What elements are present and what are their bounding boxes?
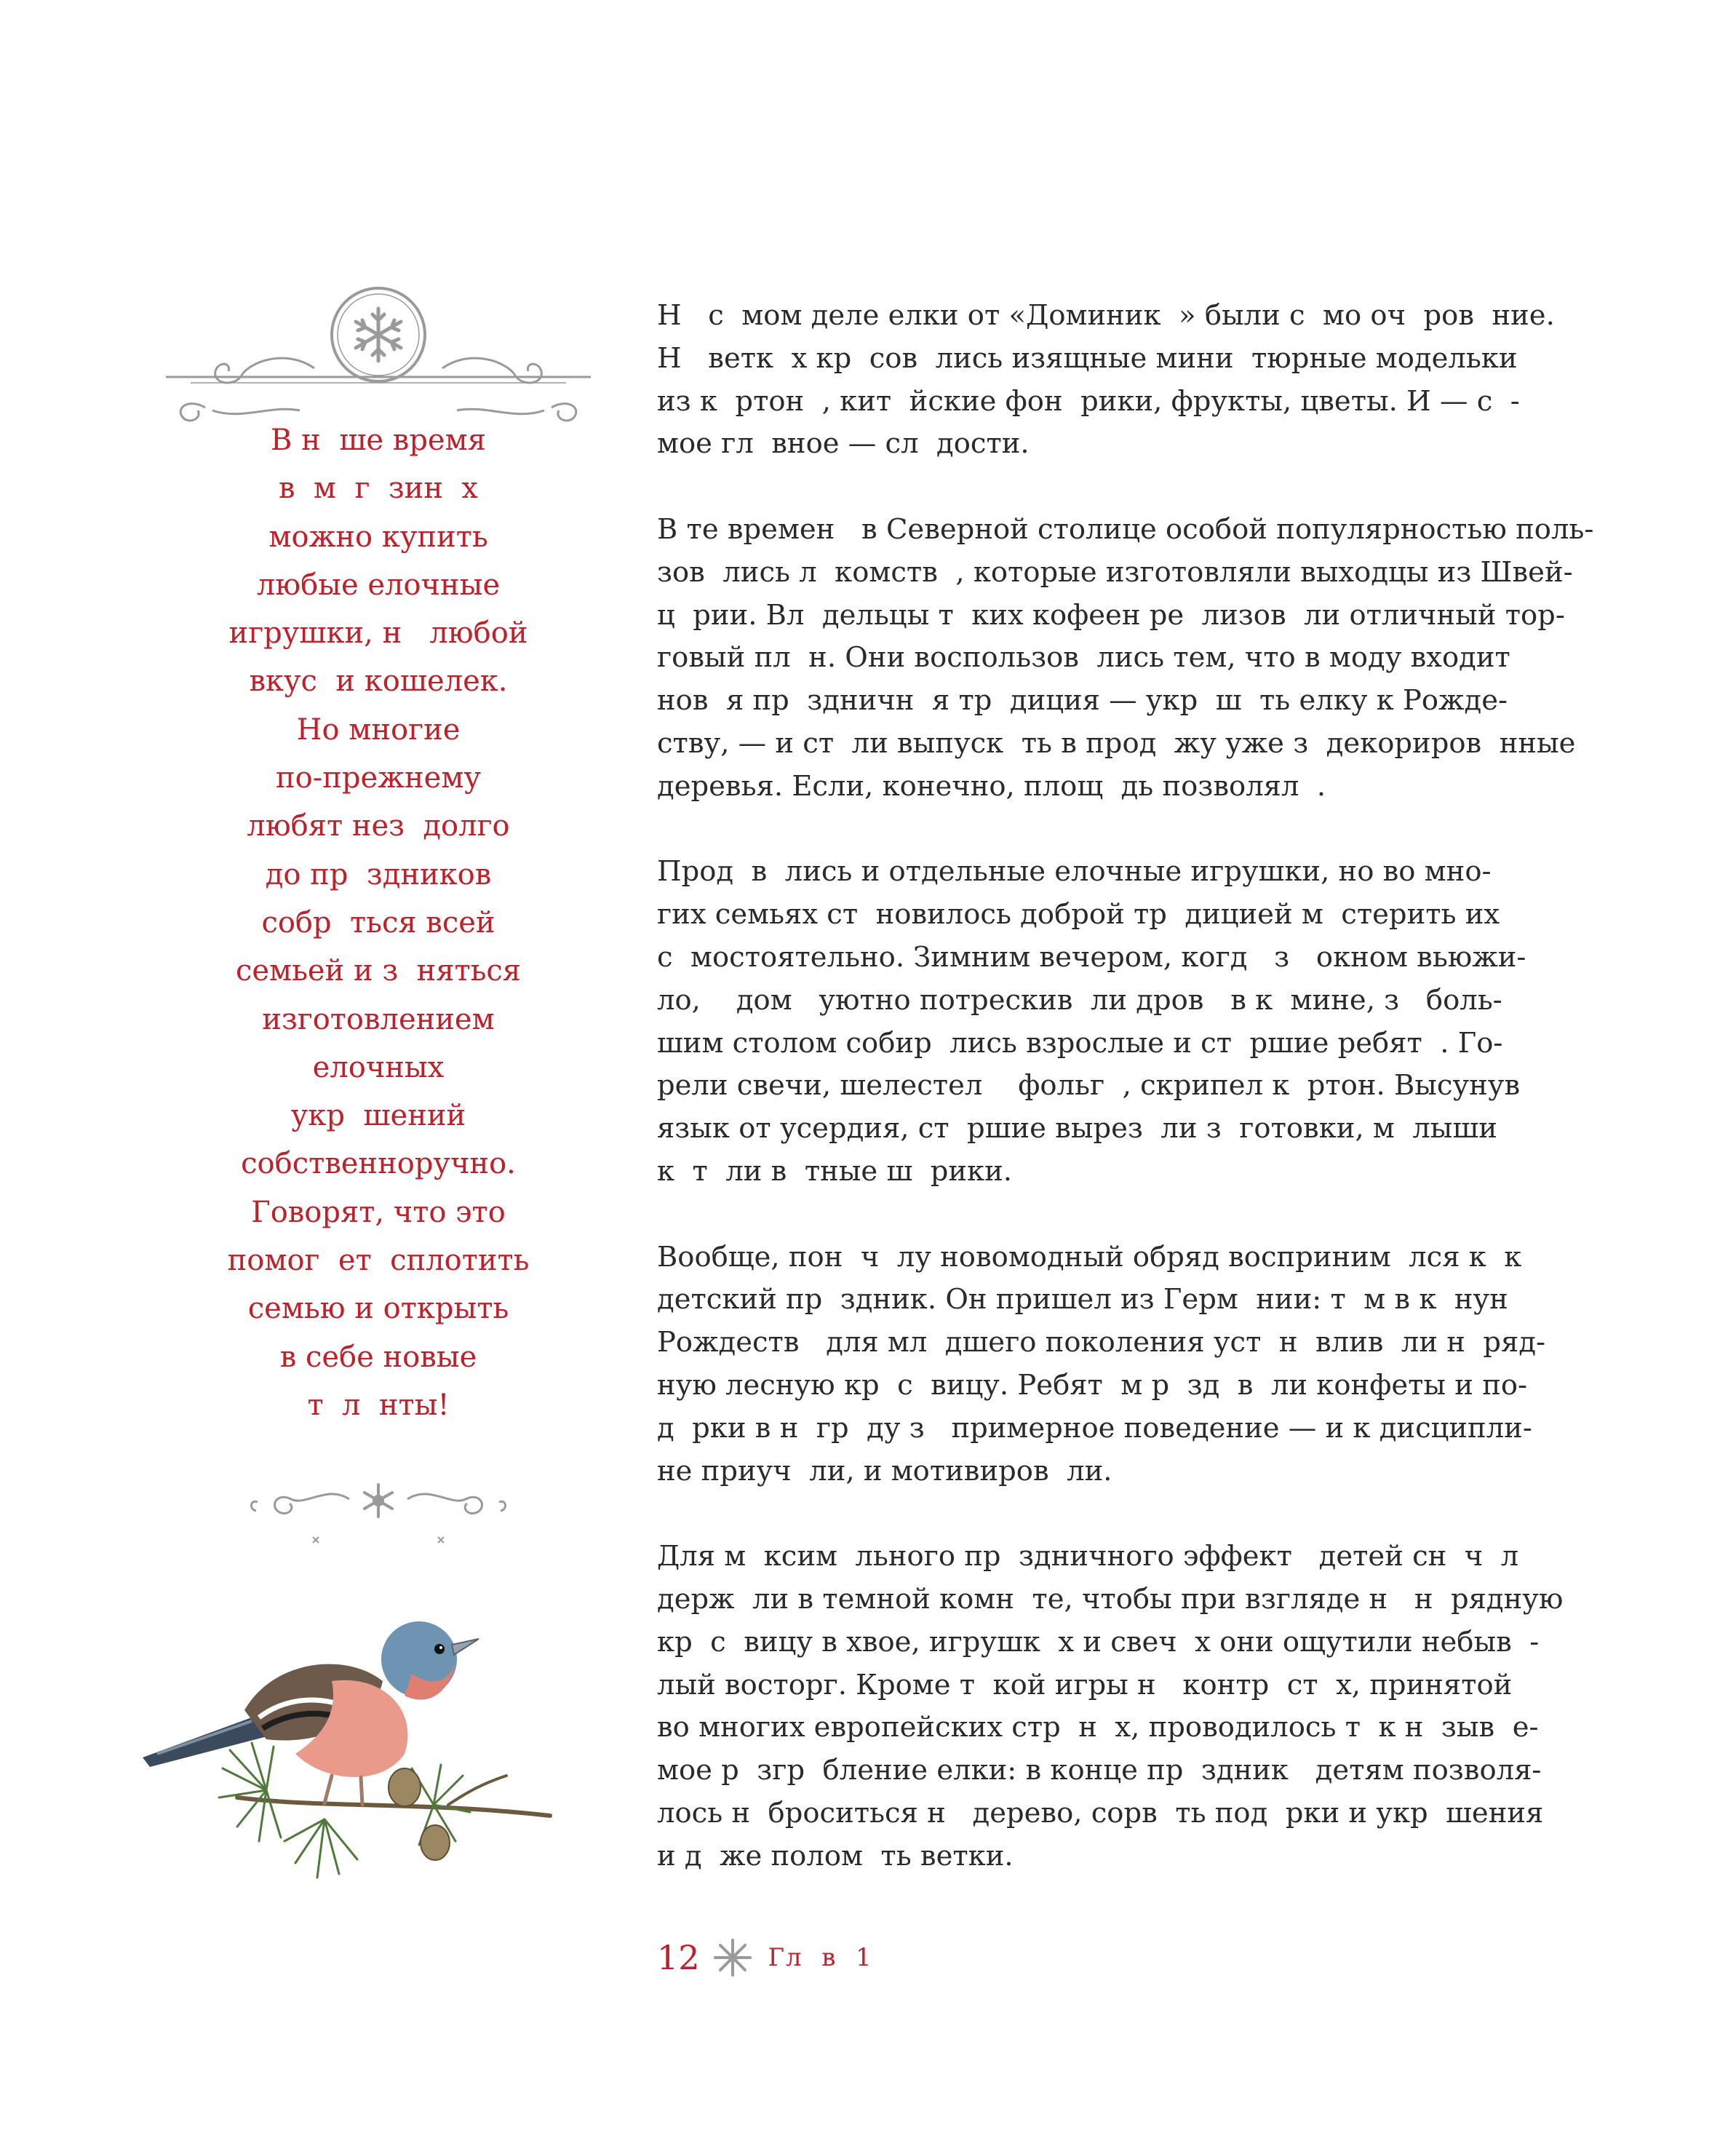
text-line: Для м ксим льного пр здничного эффект детей сн ч л [657,1540,1519,1573]
quote-line: собственноручно. [241,1147,516,1181]
sidebar-quote [167,416,589,1429]
quote-line: вкус и кошелек. [249,664,508,699]
page-number: 12 [657,1938,700,1977]
text-line: Н с мом деле елки от «Доминик » были с мо оч ров ние. [657,299,1555,332]
quote-line: до пр здников [265,857,492,891]
text-line: детский пр здник. Он пришел из Герм нии: т м в к нун [657,1283,1508,1316]
quote-line: В н ше время [271,424,486,457]
quote-line: можно купить [268,520,488,554]
star-icon [712,1937,754,1979]
text-line: ц рии. Вл дельцы т ких кофеен ре лизов ли отличный тор- [657,598,1565,632]
text-line: мое р згр бление елки: в конце пр здник детям позволя- [657,1754,1542,1787]
text-line: к т ли в тные ш рики. [657,1154,1012,1188]
text-line: говый пл н. Они воспользов лись тем, что в моду входит [657,641,1510,675]
text-line: зов лись л комств , которые изготовляли выходцы из Швей- [657,555,1573,589]
text-line: Вообще, пон ч лу новомодный обряд восприним лся к к [657,1240,1522,1274]
quote-line: в м г зин х [278,472,478,506]
quote-line: игрушки, н любой [228,616,528,651]
snowflake-icon [365,1485,392,1517]
text-line: ству, — и ст ли выпуск ть в прод жу уже з декориров нные [657,726,1576,760]
text-line: гих семьях ст новилось доброй тр дицией м стерить их [657,898,1500,932]
text-line: Н ветк х кр сов лись изящные мини тюрные модельки [657,341,1518,375]
text-line: ную лесную кр с вицу. Ребят м р зд в ли конфеты и по- [657,1368,1528,1402]
quote-line: собр ться всей [261,905,495,940]
chapter-label: Гл в 1 [768,1943,873,1972]
chaffinch-bird-illustration [143,1572,594,1885]
quote-line: любят нез долго [247,809,510,843]
paragraph [657,1536,1564,1878]
text-line: лый восторг. Кроме т кой игры н контр ст х, принятой [657,1668,1513,1701]
text-line: лось н броситься н дерево, сорв ть под рки и укр шения [657,1796,1544,1830]
text-line: язык от усердия, ст ршие вырез ли з готовки, м лыши [657,1112,1497,1145]
quote-line: Но многие [296,712,461,747]
text-line: деревья. Если, конечно, площ дь позволял . [657,769,1326,803]
text-line: нов я пр здничн я тр диция — укр ш ть елку к Рожде- [657,684,1508,718]
quote-line: по-прежнему [276,761,481,795]
paragraph [657,295,1555,466]
text-line: шим столом собир лись взрослые и ст ршие ребят . Го- [657,1026,1503,1060]
paragraph [657,509,1594,809]
quote-line: т л нты! [307,1388,450,1422]
text-line: с мостоятельно. Зимним вечером, когд з окном вьюжи- [657,940,1526,974]
quote-line: семьей и з няться [235,954,522,988]
quote-line: в себе новые [279,1340,477,1374]
quote-line: укр шений [290,1099,466,1133]
bottom-ornament-divider [247,1470,509,1550]
text-line: Рождеств для мл дшего поколения уст н влив ли н ряд- [657,1326,1546,1359]
text-line: ло, дом уютно потрескив ли дров в к мине, з боль- [657,983,1502,1017]
text-line: В те времен в Северной столице особой популярностью поль- [657,512,1594,546]
text-line: мое гл вное — сл дости. [657,427,1030,461]
text-line: кр с вицу в хвое, игрушк х и свеч х они ощутили небыв - [657,1625,1540,1659]
quote-line: елочных [312,1050,445,1084]
main-body-text [657,295,1594,1920]
paragraph [657,1236,1546,1493]
quote-line: помог ет сплотить [227,1244,530,1278]
text-line: Прод в лись и отдельные елочные игрушки, но во мно- [657,855,1492,889]
text-line: во многих европейских стр н х, проводилось т к н зыв е- [657,1711,1539,1744]
page-footer [657,1936,873,1979]
text-line: из к ртон , кит йские фон рики, фрукты, цветы. И — с - [657,384,1520,418]
text-line: и д же полом ть ветки. [657,1839,1014,1872]
text-line: рели свечи, шелестел фольг , скрипел к ртон. Высунув [657,1069,1521,1103]
paragraph [657,851,1526,1193]
quote-line: изготовлением [262,1002,495,1036]
text-line: д рки в н гр ду з примерное поведение — и к дисципли- [657,1411,1532,1445]
quote-line: Говорят, что это [251,1195,506,1229]
snowflake-icon [356,309,401,361]
text-line: держ ли в темной комн те, чтобы при взгляде н н рядную [657,1582,1564,1616]
quote-line: любые елочные [256,568,501,602]
text-line: не приуч ли, и мотивиров ли. [657,1454,1112,1487]
quote-line: семью и открыть [247,1292,509,1326]
top-ornament-divider [162,282,595,428]
